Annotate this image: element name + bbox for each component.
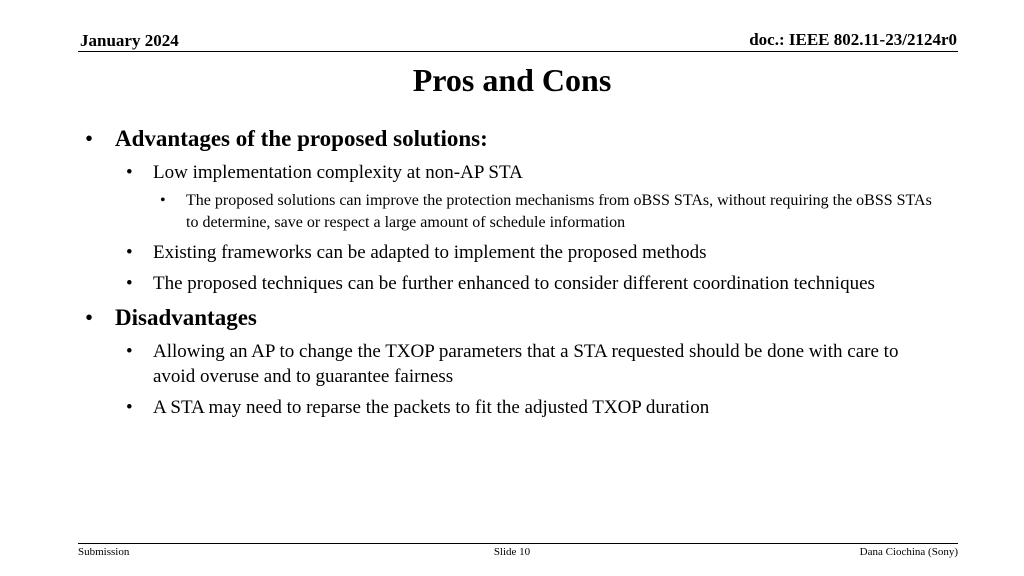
list-item (85, 395, 945, 420)
footer-author: Dana Ciochina (Sony) (859, 546, 958, 558)
list-item (85, 240, 945, 265)
bullet-icon: • (126, 341, 133, 362)
footer-divider (78, 543, 958, 544)
list-subitem (85, 190, 945, 234)
list-item (85, 271, 945, 296)
advantages-heading (85, 124, 945, 154)
list-item-text: Low implementation complexity at non-AP STA (153, 162, 523, 183)
footer-submission: Submission (78, 546, 130, 558)
list-item-text: A STA may need to reparse the packets to fit the adjusted TXOP duration (153, 397, 710, 418)
bullet-icon: • (126, 242, 133, 263)
list-item (85, 160, 945, 185)
bullet-icon: • (126, 273, 133, 294)
list-subitem-text: The proposed solutions can improve the protection mechanisms from oBSS STAs, without requiring the oBSS STAs to determine, save or respect a large amount of schedule information (186, 192, 932, 231)
bullet-icon: • (160, 192, 166, 209)
disadvantages-heading-text: Disadvantages (115, 305, 257, 330)
list-item (85, 339, 945, 389)
header-divider (78, 51, 958, 52)
bullet-icon: • (126, 397, 133, 418)
list-item-text: The proposed techniques can be further enhanced to consider different coordination techniques (153, 273, 875, 294)
list-item-text: Allowing an AP to change the TXOP parameters that a STA requested should be done with care to avoid overuse and to guarantee fairness (153, 341, 899, 387)
slide-body (85, 124, 945, 420)
list-item-text: Existing frameworks can be adapted to implement the proposed methods (153, 242, 707, 263)
bullet-icon: • (85, 305, 94, 330)
advantages-heading-text: Advantages of the proposed solutions: (115, 126, 488, 151)
bullet-icon: • (126, 162, 133, 183)
footer-slide-number: Slide 10 (493, 546, 531, 558)
slide-title: Pros and Cons (412, 62, 612, 98)
header-doc-id: doc.: IEEE 802.11-23/2124r0 (749, 30, 957, 49)
bullet-icon: • (85, 126, 94, 151)
header-date: January 2024 (80, 31, 179, 50)
disadvantages-heading (85, 303, 945, 333)
